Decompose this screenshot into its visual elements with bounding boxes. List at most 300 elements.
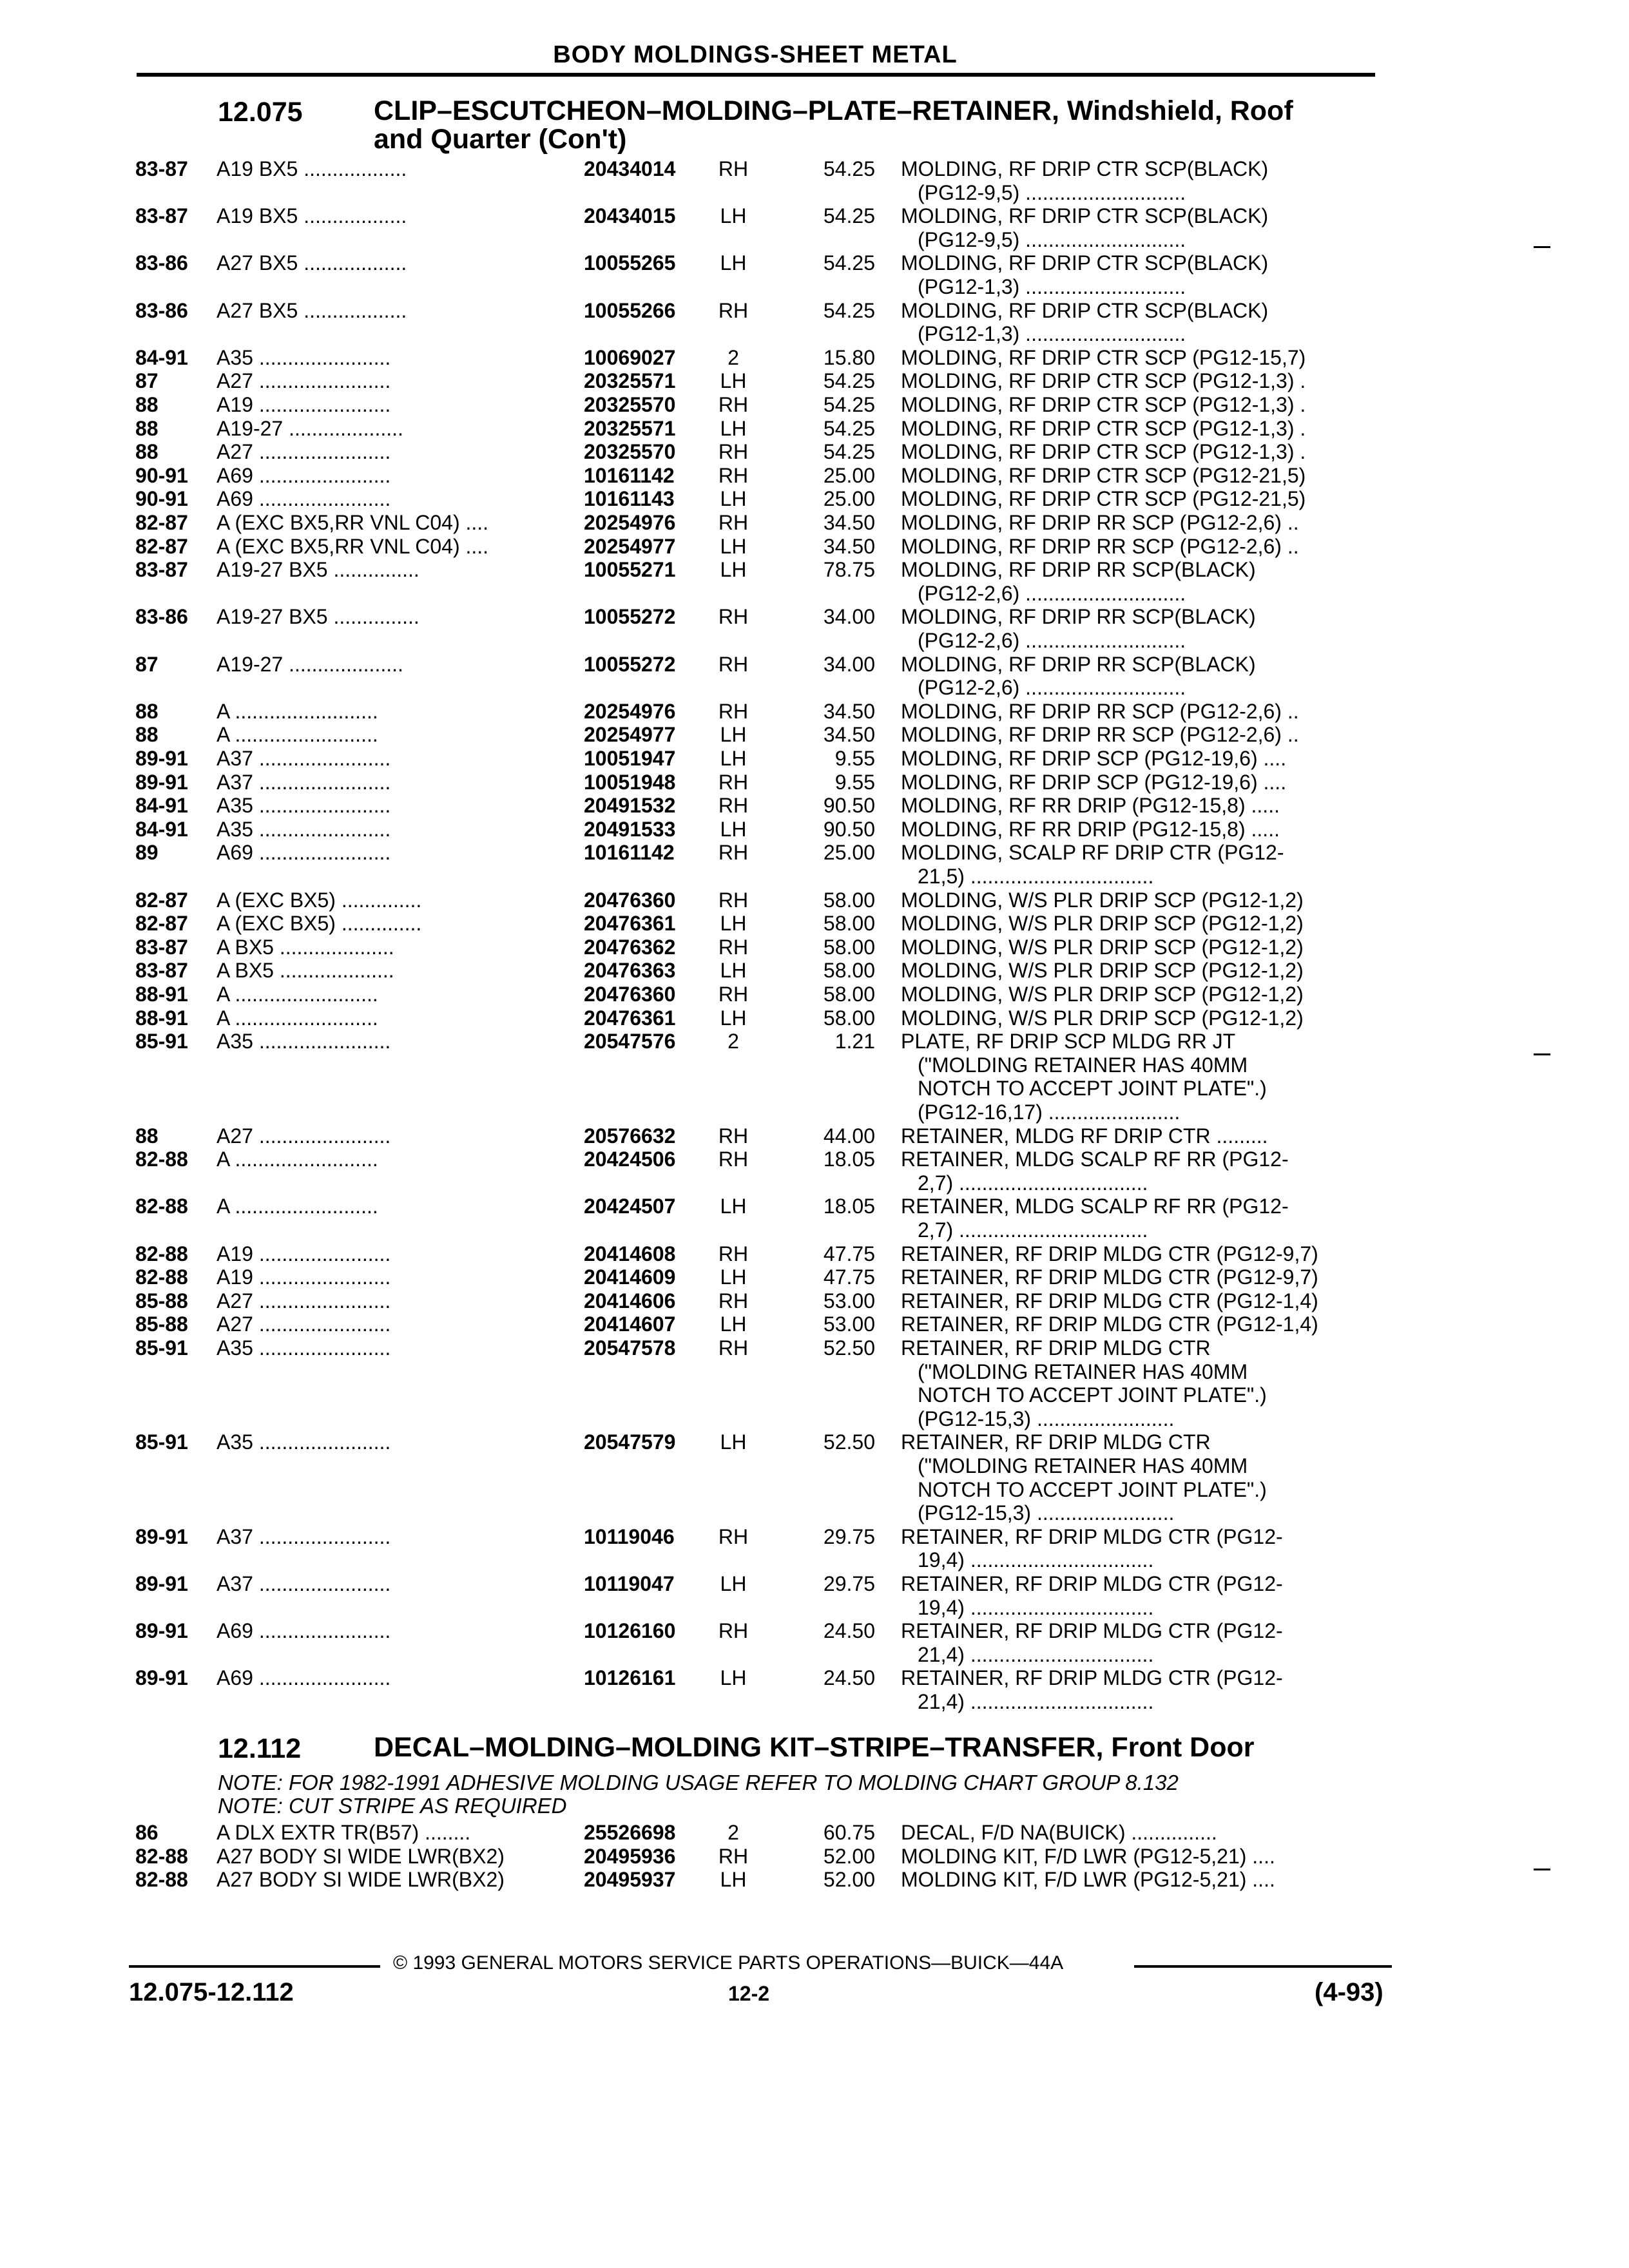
- row-model: A27 BODY SI WIDE LWR(BX2): [217, 1844, 505, 1868]
- row-description-continued: NOTCH TO ACCEPT JOINT PLATE".): [918, 1477, 1267, 1501]
- row-model: A27 .......................: [217, 1312, 391, 1336]
- row-description: MOLDING, RF DRIP CTR SCP(BLACK): [901, 298, 1269, 322]
- row-years: 85-91: [135, 1030, 188, 1053]
- row-price: 34.50: [823, 723, 875, 747]
- row-years: 89-91: [135, 1666, 188, 1690]
- table-row: [0, 1430, 1629, 1525]
- row-years: 88-91: [135, 1006, 188, 1030]
- row-years: 88: [135, 393, 159, 416]
- row-model: A27 .......................: [217, 369, 391, 393]
- row-description: MOLDING, RF DRIP CTR SCP (PG12-21,5): [901, 487, 1306, 511]
- table-row: [0, 1006, 1629, 1030]
- row-part-number: 20576632: [584, 1124, 676, 1148]
- row-model: A27 .......................: [217, 1289, 391, 1312]
- row-part-number: 20476360: [584, 888, 676, 912]
- row-part-number: 10161142: [584, 841, 675, 865]
- row-years: 84-91: [135, 817, 188, 841]
- row-years: 88-91: [135, 983, 188, 1006]
- row-model: A (EXC BX5) ..............: [217, 912, 422, 936]
- row-qty: RH: [718, 841, 749, 865]
- note-adhesive: NOTE: FOR 1982-1991 ADHESIVE MOLDING USAGE REFER TO MOLDING CHART GROUP 8.132: [218, 1771, 1179, 1794]
- row-description: MOLDING, RF DRIP CTR SCP (PG12-1,3) .: [901, 369, 1306, 393]
- row-part-number: 10055272: [584, 605, 676, 629]
- row-description: RETAINER, RF DRIP MLDG CTR (PG12-9,7): [901, 1242, 1318, 1265]
- row-price: 54.25: [823, 251, 875, 275]
- row-model: A19 BX5 ..................: [217, 204, 407, 228]
- row-price: 78.75: [823, 558, 875, 582]
- row-description: MOLDING, RF DRIP CTR SCP (PG12-21,5): [901, 463, 1306, 487]
- row-price: 34.50: [823, 534, 875, 558]
- row-description: RETAINER, RF DRIP MLDG CTR (PG12-: [901, 1572, 1283, 1595]
- row-model: A (EXC BX5,RR VNL C04) ....: [217, 534, 489, 558]
- row-price: 44.00: [823, 1124, 875, 1148]
- row-model: A35 .......................: [217, 794, 391, 818]
- row-years: 83-87: [135, 157, 188, 180]
- row-model: A19-27 ....................: [217, 652, 403, 676]
- row-years: 82-87: [135, 888, 188, 912]
- row-part-number: 10119047: [584, 1572, 675, 1595]
- row-qty: RH: [718, 1619, 749, 1643]
- row-price: 24.50: [823, 1666, 875, 1690]
- row-years: 83-87: [135, 204, 188, 228]
- row-model: A37 .......................: [217, 770, 391, 794]
- row-description: MOLDING, RF DRIP CTR SCP (PG12-1,3) .: [901, 416, 1306, 440]
- row-qty: 2: [728, 1030, 739, 1053]
- row-part-number: 20424507: [584, 1195, 676, 1218]
- row-model: A27 .......................: [217, 1124, 391, 1148]
- row-model: A DLX EXTR TR(B57) ........: [217, 1821, 471, 1844]
- row-price: 25.00: [823, 487, 875, 511]
- row-description-continued: (PG12-16,17) .......................: [918, 1100, 1181, 1124]
- row-part-number: 10161142: [584, 463, 675, 487]
- footer-date: (4-93): [1315, 1978, 1383, 2006]
- table-row: [0, 959, 1629, 982]
- table-row: [0, 723, 1629, 746]
- note-cut-stripe: NOTE: CUT STRIPE AS REQUIRED: [218, 1794, 567, 1818]
- table-row: [0, 1868, 1629, 1891]
- row-model: A19-27 ....................: [217, 416, 403, 440]
- row-model: A19 .......................: [217, 393, 391, 416]
- table-row: [0, 912, 1629, 935]
- row-years: 89-91: [135, 770, 188, 794]
- table-row: [0, 157, 1629, 204]
- table-row: [0, 1030, 1629, 1124]
- row-qty: LH: [720, 251, 747, 275]
- section-title-line2: and Quarter (Con't): [374, 124, 627, 155]
- row-model: A27 BODY SI WIDE LWR(BX2): [217, 1868, 505, 1892]
- table-row: [0, 1195, 1629, 1242]
- row-qty: RH: [718, 888, 749, 912]
- row-part-number: 20325570: [584, 440, 676, 464]
- row-description-continued: NOTCH TO ACCEPT JOINT PLATE".): [918, 1077, 1267, 1100]
- row-description-continued: ("MOLDING RETAINER HAS 40MM: [918, 1454, 1248, 1477]
- row-part-number: 20491533: [584, 817, 676, 841]
- row-price: 34.00: [823, 652, 875, 676]
- row-qty: LH: [720, 959, 747, 983]
- row-part-number: 10055272: [584, 652, 676, 676]
- row-years: 82-88: [135, 1844, 188, 1868]
- row-years: 88: [135, 723, 159, 747]
- row-description: MOLDING, W/S PLR DRIP SCP (PG12-1,2): [901, 935, 1304, 959]
- footer-rule-left: [129, 1965, 380, 1968]
- row-model: A (EXC BX5) ..............: [217, 888, 422, 912]
- row-years: 88: [135, 1124, 159, 1148]
- row-model: A .........................: [217, 1148, 378, 1171]
- row-years: 82-88: [135, 1195, 188, 1218]
- row-part-number: 20325570: [584, 393, 676, 416]
- table-row: [0, 393, 1629, 416]
- table-row: [0, 818, 1629, 841]
- row-description-continued: (PG12-15,3) ........................: [918, 1407, 1175, 1430]
- row-description: MOLDING, RF DRIP CTR SCP (PG12-1,3) .: [901, 440, 1306, 464]
- row-model: A69 .......................: [217, 487, 391, 511]
- row-description: MOLDING, RF DRIP SCP (PG12-19,6) ....: [901, 747, 1287, 770]
- row-description: MOLDING, RF DRIP CTR SCP(BLACK): [901, 251, 1269, 275]
- row-years: 88: [135, 416, 159, 440]
- row-qty: 2: [728, 345, 739, 369]
- row-price: 52.50: [823, 1430, 875, 1454]
- row-part-number: 20254977: [584, 723, 676, 747]
- row-part-number: 20476362: [584, 935, 676, 959]
- table-row: [0, 298, 1629, 346]
- row-part-number: 20254976: [584, 699, 676, 723]
- row-price: 29.75: [823, 1524, 875, 1548]
- row-years: 85-88: [135, 1289, 188, 1312]
- row-description-continued: NOTCH TO ACCEPT JOINT PLATE".): [918, 1383, 1267, 1407]
- table-row: [0, 889, 1629, 912]
- table-row: [0, 1242, 1629, 1265]
- row-years: 88: [135, 699, 159, 723]
- row-qty: RH: [718, 440, 749, 464]
- row-qty: RH: [718, 935, 749, 959]
- row-description-continued: ("MOLDING RETAINER HAS 40MM: [918, 1053, 1248, 1077]
- row-years: 90-91: [135, 487, 188, 511]
- row-model: A .........................: [217, 1195, 378, 1218]
- table-row: [0, 747, 1629, 770]
- row-part-number: 20476363: [584, 959, 676, 983]
- row-qty: LH: [720, 534, 747, 558]
- row-description: RETAINER, RF DRIP MLDG CTR: [901, 1430, 1211, 1454]
- row-qty: RH: [718, 1336, 749, 1360]
- row-years: 82-87: [135, 912, 188, 936]
- row-qty: RH: [718, 1844, 749, 1868]
- row-price: 1.21: [834, 1030, 875, 1053]
- row-description-continued: 2,7) .................................: [918, 1171, 1148, 1195]
- row-years: 83-87: [135, 959, 188, 983]
- row-description: MOLDING, W/S PLR DRIP SCP (PG12-1,2): [901, 888, 1304, 912]
- row-years: 83-87: [135, 935, 188, 959]
- row-price: 34.00: [823, 605, 875, 629]
- row-part-number: 20414609: [584, 1265, 676, 1289]
- table-row: [0, 1289, 1629, 1312]
- table-row: [0, 771, 1629, 794]
- row-part-number: 20476361: [584, 1006, 676, 1030]
- row-description: DECAL, F/D NA(BUICK) ...............: [901, 1821, 1217, 1844]
- row-price: 54.25: [823, 369, 875, 393]
- row-part-number: 20495936: [584, 1844, 676, 1868]
- row-description: MOLDING, RF DRIP RR SCP (PG12-2,6) ..: [901, 534, 1299, 558]
- row-qty: RH: [718, 1148, 749, 1171]
- row-model: A69 .......................: [217, 1619, 391, 1643]
- row-description: RETAINER, MLDG RF DRIP CTR .........: [901, 1124, 1268, 1148]
- table-row: [0, 1124, 1629, 1148]
- table-row: [0, 794, 1629, 817]
- row-price: 52.00: [823, 1868, 875, 1892]
- row-price: 52.00: [823, 1844, 875, 1868]
- row-model: A27 BX5 ..................: [217, 251, 407, 275]
- row-qty: LH: [720, 1312, 747, 1336]
- row-price: 25.00: [823, 463, 875, 487]
- row-part-number: 20547576: [584, 1030, 676, 1053]
- table-row: [0, 983, 1629, 1006]
- row-part-number: 10126161: [584, 1666, 676, 1690]
- row-price: 9.55: [834, 770, 875, 794]
- row-description: MOLDING, RF DRIP RR SCP (PG12-2,6) ..: [901, 723, 1299, 747]
- row-description-continued: 2,7) .................................: [918, 1218, 1148, 1242]
- table-row: [0, 1572, 1629, 1619]
- row-model: A BX5 ....................: [217, 935, 394, 959]
- row-description: MOLDING, SCALP RF DRIP CTR (PG12-: [901, 841, 1284, 865]
- row-qty: LH: [720, 747, 747, 770]
- table-row: [0, 511, 1629, 534]
- row-model: A35 .......................: [217, 1336, 391, 1360]
- row-qty: 2: [728, 1821, 739, 1844]
- footer-rule-right: [1134, 1965, 1392, 1968]
- row-qty: RH: [718, 511, 749, 534]
- row-description: MOLDING, RF RR DRIP (PG12-15,8) .....: [901, 817, 1280, 841]
- row-part-number: 20414606: [584, 1289, 676, 1312]
- row-part-number: 20325571: [584, 369, 676, 393]
- row-qty: RH: [718, 794, 749, 818]
- row-description: MOLDING, RF DRIP SCP (PG12-19,6) ....: [901, 770, 1287, 794]
- row-qty: LH: [720, 204, 747, 228]
- row-description: MOLDING, RF DRIP CTR SCP(BLACK): [901, 157, 1269, 180]
- section-title: [374, 97, 1379, 153]
- row-years: 84-91: [135, 794, 188, 818]
- row-description: PLATE, RF DRIP SCP MLDG RR JT: [901, 1030, 1236, 1053]
- row-price: 47.75: [823, 1242, 875, 1265]
- row-years: 82-88: [135, 1148, 188, 1171]
- row-price: 54.25: [823, 440, 875, 464]
- row-description: RETAINER, RF DRIP MLDG CTR (PG12-: [901, 1666, 1283, 1690]
- row-years: 85-88: [135, 1312, 188, 1336]
- row-price: 90.50: [823, 817, 875, 841]
- row-years: 82-88: [135, 1265, 188, 1289]
- row-price: 54.25: [823, 204, 875, 228]
- row-price: 58.00: [823, 888, 875, 912]
- row-description: MOLDING, W/S PLR DRIP SCP (PG12-1,2): [901, 983, 1304, 1006]
- row-part-number: 10051948: [584, 770, 676, 794]
- row-model: A19-27 BX5 ...............: [217, 605, 419, 629]
- header-rule: [137, 73, 1375, 77]
- row-part-number: 10055271: [584, 558, 676, 582]
- row-part-number: 20476360: [584, 983, 676, 1006]
- row-description: MOLDING, W/S PLR DRIP SCP (PG12-1,2): [901, 912, 1304, 936]
- row-qty: LH: [720, 369, 747, 393]
- row-qty: RH: [718, 463, 749, 487]
- row-part-number: 10069027: [584, 345, 676, 369]
- table-row: [0, 1821, 1629, 1844]
- row-description-continued: 19,4) ................................: [918, 1595, 1154, 1619]
- row-part-number: 20547579: [584, 1430, 676, 1454]
- row-price: 60.75: [823, 1821, 875, 1844]
- row-years: 87: [135, 369, 159, 393]
- row-years: 89: [135, 841, 159, 865]
- row-qty: RH: [718, 770, 749, 794]
- table-row: [0, 1619, 1629, 1666]
- row-model: A19 .......................: [217, 1242, 391, 1265]
- row-model: A27 .......................: [217, 440, 391, 464]
- row-price: 58.00: [823, 959, 875, 983]
- row-description-continued: 21,4) ................................: [918, 1642, 1154, 1666]
- table-row: [0, 1845, 1629, 1868]
- table-row: [0, 1312, 1629, 1336]
- row-years: 86: [135, 1821, 159, 1844]
- table-row: [0, 464, 1629, 487]
- row-description: RETAINER, RF DRIP MLDG CTR (PG12-1,4): [901, 1312, 1318, 1336]
- row-qty: LH: [720, 558, 747, 582]
- row-qty: LH: [720, 1006, 747, 1030]
- row-years: 83-86: [135, 605, 188, 629]
- row-model: A35 .......................: [217, 345, 391, 369]
- table-row: [0, 652, 1629, 700]
- row-description-continued: 21,5) ................................: [918, 864, 1154, 888]
- table-row: [0, 1336, 1629, 1430]
- row-model: A19 .......................: [217, 1265, 391, 1289]
- row-part-number: 20434014: [584, 157, 676, 180]
- row-description-continued: (PG12-2,6) ............................: [918, 628, 1186, 652]
- row-model: A69 .......................: [217, 1666, 391, 1690]
- row-years: 83-87: [135, 558, 188, 582]
- row-description: MOLDING, RF RR DRIP (PG12-15,8) .....: [901, 794, 1280, 818]
- footer-page-number: 12-2: [728, 1982, 770, 2005]
- row-description: MOLDING, RF DRIP RR SCP (PG12-2,6) ..: [901, 699, 1299, 723]
- table-row: [0, 558, 1629, 605]
- row-price: 58.00: [823, 935, 875, 959]
- row-description-continued: 21,4) ................................: [918, 1689, 1154, 1713]
- row-description: MOLDING, W/S PLR DRIP SCP (PG12-1,2): [901, 1006, 1304, 1030]
- row-model: A .........................: [217, 723, 378, 747]
- row-model: A (EXC BX5,RR VNL C04) ....: [217, 511, 489, 534]
- table-row: [0, 936, 1629, 959]
- table-row: [0, 487, 1629, 510]
- row-years: 85-91: [135, 1430, 188, 1454]
- row-part-number: 20424506: [584, 1148, 676, 1171]
- row-model: A69 .......................: [217, 463, 391, 487]
- row-model: A37 .......................: [217, 1524, 391, 1548]
- page-header: BODY MOLDINGS-SHEET METAL: [553, 41, 958, 68]
- row-description-continued: 19,4) ................................: [918, 1548, 1154, 1572]
- row-model: A69 .......................: [217, 841, 391, 865]
- row-model: A35 .......................: [217, 1430, 391, 1454]
- row-price: 53.00: [823, 1312, 875, 1336]
- row-description-continued: ("MOLDING RETAINER HAS 40MM: [918, 1360, 1248, 1383]
- section-number: 12.112: [218, 1733, 302, 1764]
- row-description: RETAINER, MLDG SCALP RF RR (PG12-: [901, 1195, 1289, 1218]
- row-years: 82-87: [135, 534, 188, 558]
- row-part-number: 20254976: [584, 511, 676, 534]
- row-qty: LH: [720, 1430, 747, 1454]
- row-part-number: 20434015: [584, 204, 676, 228]
- row-price: 18.05: [823, 1148, 875, 1171]
- row-part-number: 20476361: [584, 912, 676, 936]
- row-qty: RH: [718, 1524, 749, 1548]
- row-years: 89-91: [135, 1572, 188, 1595]
- row-part-number: 20414607: [584, 1312, 676, 1336]
- row-price: 47.75: [823, 1265, 875, 1289]
- row-price: 34.50: [823, 699, 875, 723]
- row-part-number: 10055265: [584, 251, 676, 275]
- row-qty: RH: [718, 393, 749, 416]
- row-qty: LH: [720, 723, 747, 747]
- row-description-continued: (PG12-2,6) ............................: [918, 676, 1186, 700]
- row-qty: LH: [720, 1666, 747, 1690]
- row-price: 52.50: [823, 1336, 875, 1360]
- row-part-number: 20414608: [584, 1242, 676, 1265]
- row-part-number: 10055266: [584, 298, 676, 322]
- table-row: [0, 1666, 1629, 1713]
- row-qty: LH: [720, 1868, 747, 1892]
- table-row: [0, 535, 1629, 558]
- row-part-number: 20547578: [584, 1336, 676, 1360]
- row-part-number: 20495937: [584, 1868, 676, 1892]
- row-years: 90-91: [135, 463, 188, 487]
- table-row: [0, 841, 1629, 888]
- row-part-number: 25526698: [584, 1821, 676, 1844]
- row-description: MOLDING, RF DRIP CTR SCP (PG12-15,7): [901, 345, 1306, 369]
- section-title-line1: CLIP–ESCUTCHEON–MOLDING–PLATE–RETAINER, Windshield, Roof: [374, 95, 1293, 126]
- table-row: [0, 440, 1629, 463]
- margin-mark: [1534, 1053, 1550, 1055]
- row-description: RETAINER, RF DRIP MLDG CTR (PG12-: [901, 1619, 1283, 1643]
- margin-mark: [1534, 246, 1550, 248]
- row-description: MOLDING, RF DRIP RR SCP (PG12-2,6) ..: [901, 511, 1299, 534]
- row-model: A19 BX5 ..................: [217, 157, 407, 180]
- row-model: A37 .......................: [217, 747, 391, 770]
- row-price: 54.25: [823, 416, 875, 440]
- row-description: MOLDING, W/S PLR DRIP SCP (PG12-1,2): [901, 959, 1304, 983]
- row-years: 89-91: [135, 1524, 188, 1548]
- row-years: 82-88: [135, 1868, 188, 1892]
- row-qty: LH: [720, 416, 747, 440]
- row-qty: RH: [718, 652, 749, 676]
- table-row: [0, 1148, 1629, 1195]
- row-description: MOLDING, RF DRIP RR SCP(BLACK): [901, 652, 1256, 676]
- row-price: 29.75: [823, 1572, 875, 1595]
- row-qty: RH: [718, 1242, 749, 1265]
- row-qty: RH: [718, 157, 749, 180]
- row-price: 9.55: [834, 747, 875, 770]
- row-price: 18.05: [823, 1195, 875, 1218]
- row-model: A .........................: [217, 699, 378, 723]
- row-model: A19-27 BX5 ...............: [217, 558, 419, 582]
- row-model: A .........................: [217, 983, 378, 1006]
- row-price: 58.00: [823, 1006, 875, 1030]
- table-row: [0, 417, 1629, 440]
- row-price: 24.50: [823, 1619, 875, 1643]
- row-years: 82-88: [135, 1242, 188, 1265]
- row-qty: RH: [718, 699, 749, 723]
- table-row: [0, 251, 1629, 298]
- row-years: 84-91: [135, 345, 188, 369]
- row-description: MOLDING KIT, F/D LWR (PG12-5,21) ....: [901, 1868, 1275, 1892]
- row-model: A35 .......................: [217, 817, 391, 841]
- row-description-continued: (PG12-1,3) ............................: [918, 322, 1186, 346]
- row-years: 83-86: [135, 251, 188, 275]
- row-description: MOLDING, RF DRIP CTR SCP (PG12-1,3) .: [901, 393, 1306, 416]
- row-model: A37 .......................: [217, 1572, 391, 1595]
- table-row: [0, 369, 1629, 392]
